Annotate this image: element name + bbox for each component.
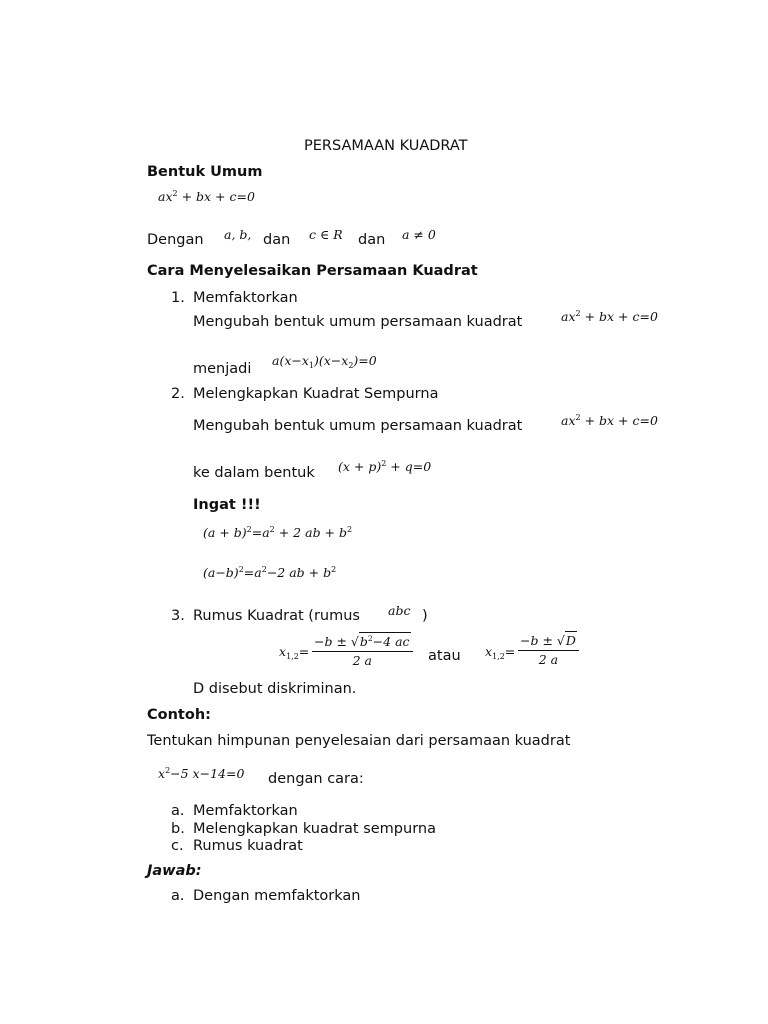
formula-1-lhs: $x_{1,2}=$: [279, 644, 310, 661]
item-1-title: Memfaktorkan: [193, 290, 298, 306]
atau-label: atau: [428, 648, 461, 664]
option-a-letter: a.: [171, 803, 185, 819]
dan-label-1: dan: [263, 232, 291, 248]
option-a-label: Memfaktorkan: [193, 803, 298, 819]
contoh-heading: Contoh:: [147, 707, 211, 723]
item-3-title: Rumus Kuadrat (rumus: [193, 608, 360, 624]
dan-label-2: dan: [358, 232, 386, 248]
item-1-line1: Mengubah bentuk umum persamaan kuadrat: [193, 314, 523, 330]
item-1-number: 1.: [171, 290, 185, 306]
item-2-line2: ke dalam bentuk: [193, 465, 315, 481]
page-title: PERSAMAAN KUADRAT: [304, 138, 468, 154]
a-nonzero: a ≠ 0: [402, 227, 436, 242]
item-2-line1: Mengubah bentuk umum persamaan kuadrat: [193, 418, 523, 434]
item-2-number: 2.: [171, 386, 185, 402]
discriminant-note: D disebut diskriminan.: [193, 681, 357, 697]
ingat-label: Ingat !!!: [193, 497, 261, 513]
example-equation: $x^2-5$ x−14=0: [158, 766, 245, 781]
identity-minus: $(a-b)^2=a^2-2$ ab + $b^2$: [203, 565, 337, 580]
jawab-a-letter: a.: [171, 888, 185, 904]
item-1-general-equation: $ax^2$ + bx + c=0: [561, 309, 658, 324]
jawab-a-label: Dengan memfaktorkan: [193, 888, 361, 904]
dengan-label: Dengan: [147, 232, 204, 248]
dengan-cara-label: dengan cara:: [268, 771, 364, 787]
option-c-letter: c.: [171, 838, 184, 854]
factored-form-equation: $a(x-x_1)(x-x_2)=0$: [272, 353, 377, 370]
item-3-close-paren: ): [422, 608, 428, 624]
item-3-number: 3.: [171, 608, 185, 624]
abc-label: abc: [388, 603, 411, 618]
item-2-general-equation: $ax^2$ + bx + c=0: [561, 413, 658, 428]
quadratic-formula: $\frac{-b \pm √b^2-4 ac}{2 a}$: [312, 635, 413, 667]
formula-2-lhs: $x_{1,2}=$: [485, 644, 516, 661]
coefficients-ab: a, b,: [224, 227, 252, 242]
identity-plus: $(a + b)^2=a^2 + 2$ ab + $b^2$: [203, 525, 353, 540]
quadratic-formula-discriminant: $\frac{-b \pm √D}{2 a}$: [518, 635, 579, 666]
completed-square-form: $(x + p)^2 + q=0$: [338, 459, 432, 474]
option-b-label: Melengkapkan kuadrat sempurna: [193, 821, 436, 837]
cara-heading: Cara Menyelesaikan Persamaan Kuadrat: [147, 263, 478, 279]
contoh-text: Tentukan himpunan penyelesaian dari persamaan kuadrat: [147, 733, 571, 749]
bentuk-umum-heading: Bentuk Umum: [147, 164, 263, 180]
option-b-letter: b.: [171, 821, 185, 837]
general-form-equation: $ax^2$ + bx + c=0: [158, 189, 255, 204]
jawab-heading: Jawab:: [147, 863, 202, 879]
item-2-title: Melengkapkan Kuadrat Sempurna: [193, 386, 439, 402]
item-1-line2: menjadi: [193, 361, 252, 377]
option-c-label: Rumus kuadrat: [193, 838, 303, 854]
c-in-real: c ∈ R: [309, 227, 343, 242]
